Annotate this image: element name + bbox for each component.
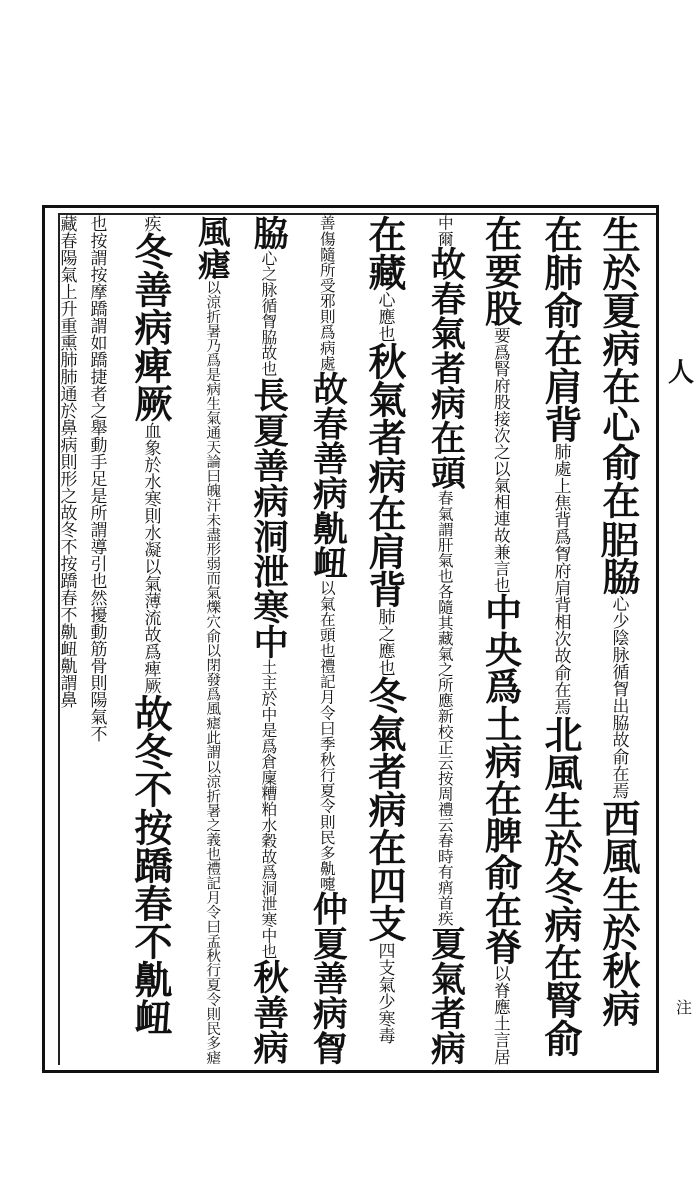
main-text: 風瘧: [193, 215, 233, 280]
commentary-text: 心應也: [374, 291, 395, 342]
main-text: 冬氣者病在四支: [362, 676, 407, 942]
text-column-6: [304, 215, 348, 1065]
text-column-2: [537, 215, 583, 1065]
commentary-text: 心少陰脉循胷出脇故俞在焉: [608, 595, 629, 799]
commentary-text: 以脊應土言居: [491, 965, 511, 1065]
commentary-text: 也: [86, 215, 107, 232]
commentary-text: 土主於中是爲倉廩糟粕水穀故爲洞泄寒中也: [258, 659, 278, 960]
text-column-10: [84, 215, 108, 1065]
main-text: 北風生於冬病在腎俞: [538, 715, 583, 1057]
commentary-text: 心之脉循胷脇故也: [258, 250, 278, 377]
commentary-text: 以氣在頭也禮記月令曰季秋行夏令則民多鼽嚏: [317, 579, 336, 891]
main-text: 長夏善病洞泄寒中: [247, 376, 289, 660]
text-column-3: [477, 215, 523, 1065]
commentary-text: 肺處上焦背爲胷府肩背相次故俞在焉: [550, 443, 571, 715]
main-text: 在藏: [362, 215, 407, 291]
main-text: 生於夏病在心俞在𦛗脇: [596, 215, 641, 595]
main-text: 在肺俞在肩背: [538, 215, 583, 443]
main-text: 秋善病: [247, 959, 289, 1065]
main-text: 冬善病痺厥: [128, 232, 173, 422]
commentary-text: 疾: [140, 215, 161, 232]
commentary-text: 肺之應也: [374, 608, 395, 676]
commentary-text: 要爲腎府股接次之以氣相連故兼言也: [491, 326, 511, 593]
main-text: 故春善病鼽衄: [306, 370, 348, 580]
main-text: 故春氣者病在頭: [424, 246, 466, 490]
text-column-9: [127, 215, 173, 1065]
commentary-text: 按謂按摩蹻謂如蹻捷者之舉動手足是所謂導引也然擾動筋骨則陽氣不: [86, 232, 107, 742]
text-column-11: [54, 215, 78, 1065]
commentary-text: 血象於水寒則水凝以氣薄流故爲痺厥: [140, 422, 161, 694]
commentary-text: 以涼折暑乃爲是病生氣通天論曰魄汗未盡形弱而氣爍穴俞以閉發爲風瘧此謂以涼折暑之義也禮記月令曰孟秋行夏令則民多瘧: [204, 279, 221, 1065]
main-text: 仲夏善病胷: [306, 890, 348, 1065]
commentary-text: 四支氣少寒毒: [374, 942, 395, 1044]
commentary-text: 春氣謂肝氣也各隨其藏氣之所應新校正云按周禮云春時有痟首疾: [435, 489, 454, 926]
main-text: 脇: [247, 215, 289, 251]
commentary-text: 善傷隨所受邪則爲病處: [317, 215, 336, 371]
page-edge-mark-bottom: 注: [676, 998, 693, 1017]
text-column-8: [190, 215, 234, 1065]
main-text: 夏氣者病: [424, 925, 466, 1065]
main-text: 故冬不按蹻春不鼽衄: [128, 694, 173, 1036]
text-column-4: [422, 215, 466, 1065]
commentary-text: 藏春陽氣上升重熏肺肺通於鼻病則形之故冬不按蹻春不鼽衄鼽謂鼻: [56, 215, 77, 708]
main-text: 西風生於秋病: [596, 799, 641, 1027]
page-edge-mark-top: 人: [668, 358, 695, 388]
text-column-7: [246, 215, 290, 1065]
text-column-1: [595, 215, 641, 1065]
commentary-text: 中爾: [435, 215, 454, 247]
text-column-5: [362, 215, 406, 1065]
main-text: 中央爲土病在脾俞在脊: [478, 592, 523, 965]
page-frame-right-rule: [656, 205, 659, 1073]
main-text: 秋氣者病在肩背: [362, 342, 407, 608]
main-text: 在要股: [478, 215, 523, 327]
